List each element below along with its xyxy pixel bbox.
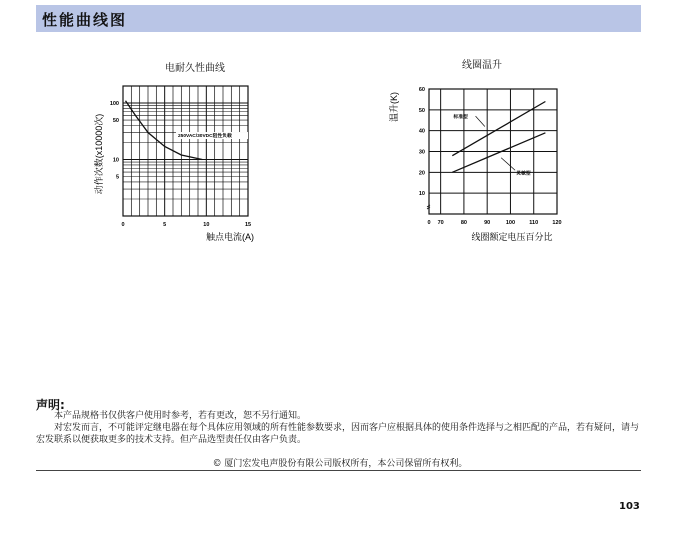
chart2-x-tick-label: 90 bbox=[484, 220, 491, 226]
chart1-y-tick-label: 5 bbox=[115, 174, 119, 181]
chart2-series-label-2: 灵敏型 bbox=[516, 171, 531, 177]
chart2-ylabel: 温升(K) bbox=[389, 92, 399, 122]
section-title: 性能曲线图 bbox=[42, 11, 128, 29]
chart2-y-tick-label: 60 bbox=[418, 87, 425, 93]
coil-temperature-rise-chart bbox=[385, 72, 585, 247]
chart2-label-leader-2 bbox=[501, 158, 515, 171]
chart1-y-tick-label: 100 bbox=[109, 101, 119, 108]
chart2-xlabel: 线圈额定电压百分比 bbox=[471, 232, 553, 242]
chart2-x-tick-label: 120 bbox=[552, 220, 562, 226]
chart1-ylabel: 动作次数(x10000次) bbox=[94, 113, 104, 195]
statement-paragraph-2: 对宏发而言，不可能评定继电器在每个具体应用领域的所有性能参数要求，因而客户应根据具体的使用条件选择与之相匹配的产品，若有疑问，请与宏发联系以便获取更多的技术支持。但产品选型责任仅由客户负责。 bbox=[36, 423, 640, 445]
chart1-series-line bbox=[126, 101, 203, 160]
chart1-x-tick-label: 10 bbox=[203, 222, 210, 228]
chart2-y-tick-label: 20 bbox=[418, 170, 425, 177]
chart1-x-tick-label: 15 bbox=[244, 222, 252, 228]
chart2-y-tick-label: 10 bbox=[418, 191, 425, 198]
footer-divider bbox=[36, 470, 641, 471]
chart1-y-tick-label: 50 bbox=[112, 118, 119, 125]
chart2-y-tick-label: 40 bbox=[418, 128, 425, 135]
section-header-bar bbox=[36, 5, 641, 32]
chart2-y-tick-label: 30 bbox=[418, 149, 425, 156]
chart2-x-tick-label: 70 bbox=[437, 220, 444, 226]
chart1-annotation: 250VAC/30VDC阻性负载 bbox=[178, 134, 232, 140]
chart2-x-tick-label: 0 bbox=[427, 220, 431, 226]
chart2-label-leader-1 bbox=[476, 116, 485, 126]
chart2-x-tick-label: 100 bbox=[505, 220, 516, 226]
chart2-x-tick-label: 80 bbox=[460, 220, 467, 226]
chart2-x-tick-label: 110 bbox=[529, 220, 539, 226]
chart1-title: 电耐久性曲线 bbox=[165, 63, 225, 74]
statement-title: 声明: bbox=[36, 398, 65, 412]
copyright-text: © 厦门宏发电声股份有限公司版权所有，本公司保留所有权利。 bbox=[212, 459, 468, 469]
chart2-series-label-1: 标准型 bbox=[453, 115, 468, 121]
chart1-xlabel: 触点电流(A) bbox=[206, 232, 254, 242]
chart1-y-tick-label: 10 bbox=[112, 157, 119, 164]
page-number: 103 bbox=[619, 501, 640, 512]
chart2-title: 线圈温升 bbox=[462, 60, 502, 71]
electrical-endurance-chart bbox=[90, 72, 280, 247]
chart2-y-tick-label: 50 bbox=[418, 107, 425, 114]
chart1-x-tick-label: 5 bbox=[163, 222, 167, 228]
statement-paragraph-1: 本产品规格书仅供客户使用时参考，若有更改，恕不另行通知。 bbox=[54, 411, 307, 421]
chart1-x-tick-label: 0 bbox=[121, 222, 125, 228]
chart2-series-line-2 bbox=[452, 133, 545, 173]
